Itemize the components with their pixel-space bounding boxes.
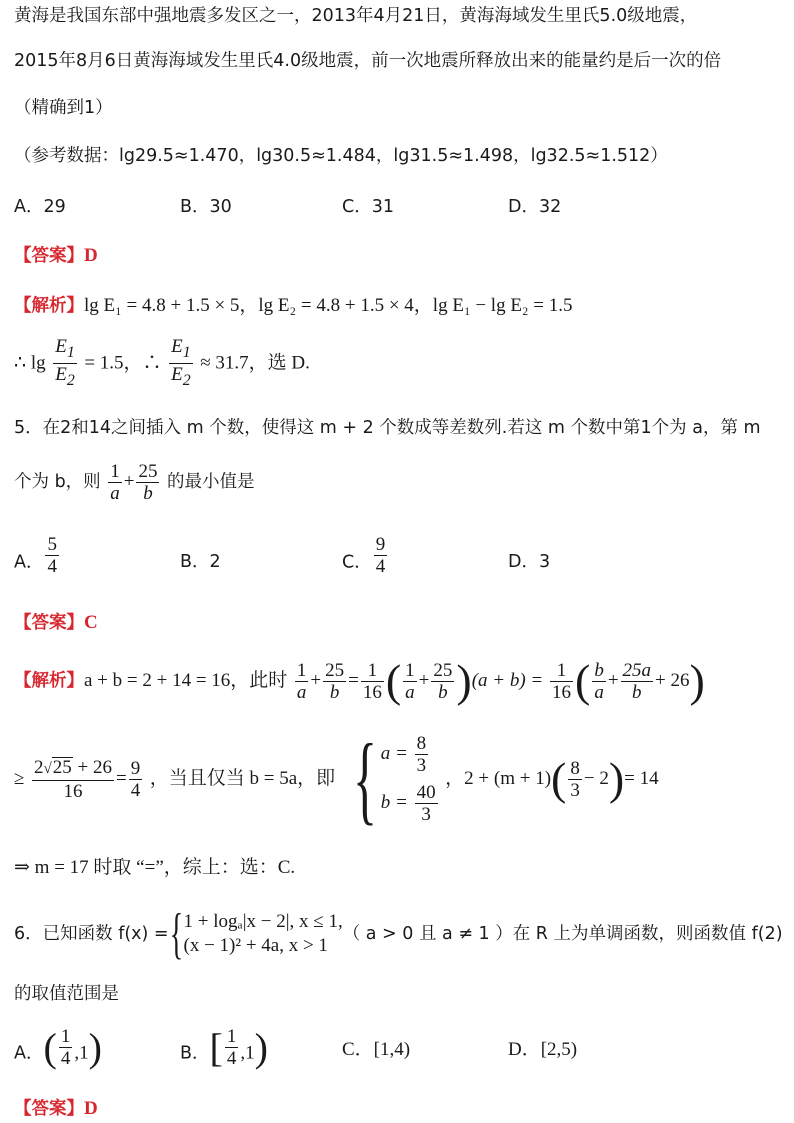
- problem-text-line: 2015年8月6日黄海海域发生里氏4.0级地震，前一次地震所释放出来的能量约是后一次的倍: [14, 51, 722, 71]
- solution-label: 【解析】: [14, 671, 84, 691]
- options-row: [14, 195, 774, 219]
- fraction-5-4: $\frac{5}{4}$: [47, 534, 57, 577]
- option-d: D．3: [508, 552, 551, 572]
- problem-text-line: 的取值范围是: [14, 984, 119, 1004]
- option-a: A． $\frac{5}{4}$: [14, 534, 57, 577]
- answer-line: [14, 611, 98, 635]
- option-b: B．30: [180, 197, 232, 217]
- answer-value: D: [84, 245, 98, 266]
- answer-value: C: [84, 612, 98, 633]
- solution-text: ≥: [14, 768, 25, 789]
- option-b: B．[ $\frac{1}{4}$ ,1): [180, 1024, 268, 1070]
- answer-line: [14, 1097, 98, 1121]
- solution-text: = 1.5，∴: [84, 352, 162, 374]
- fraction-25-b: $\frac{25}{b}$: [138, 460, 158, 504]
- fraction-25a-b: $\frac{25a}{b}$: [622, 659, 652, 703]
- solution-text: ≈ 31.7，选 D.: [200, 352, 310, 374]
- fraction-e1-e2: $\frac{E_1}{E_2}$: [55, 336, 75, 389]
- problem-text: 个为 b，则: [14, 472, 101, 492]
- fraction-1-16: $\frac{1}{16}$: [551, 659, 571, 703]
- solution-line: [14, 336, 310, 391]
- fraction-1-a: $\frac{1}{a}$: [296, 659, 307, 703]
- option-b: B．2: [180, 552, 221, 572]
- solution-line: [14, 294, 573, 318]
- fraction-1-4: $\frac{1}{4}$: [60, 1026, 71, 1069]
- problem-text-line: 6．已知函数 f(x) ={ 1 + logₐ|x − 2|, x ≤ 1, (x − 1)² + 4a, x > 1 （ a > 0 且 a ≠ 1 ）在 R 上为单调函数，则函数值 f(2): [14, 903, 783, 965]
- solution-line: [14, 856, 295, 880]
- solution-text: lg E₁ = 4.8 + 1.5 × 5，lg E₂ = 4.8 + 1.5 × 4，lg E₁ − lg E₂ = 1.5: [84, 295, 573, 316]
- answer-line: [14, 244, 98, 268]
- fraction-9-4: $\frac{9}{4}$: [130, 757, 141, 801]
- problem-text-line: 黄海是我国东部中强地震多发区之一，2013年4月21日，黄海海域发生里氏5.0级地震，: [14, 6, 698, 26]
- problem-text: （ a > 0 且 a ≠ 1 ）在 R 上为单调函数，则函数值 f(2): [342, 924, 783, 944]
- fraction-sqrt-expression: $\frac{2√25 + 26}{16}$: [34, 756, 112, 802]
- reference-data-line: （参考数据：lg29.5≈1.470，lg30.5≈1.484，lg31.5≈1.498，lg32.5≈1.512）: [14, 146, 668, 166]
- equation-system: a = $\frac{8}{3}$ b = $\frac{40}{3}$: [380, 733, 436, 825]
- solution-text: ⇒ m = 17 时取 “=”，综上：选：C.: [14, 857, 296, 878]
- fraction-9-4: $\frac{9}{4}$: [375, 534, 386, 577]
- solution-label: 【解析】: [14, 296, 84, 316]
- problem-text: 6．已知函数 f(x) =: [14, 924, 169, 944]
- answer-label: 【答案】: [14, 246, 84, 266]
- problem-text: 的最小值是: [167, 472, 255, 492]
- fraction-e1-e2: $\frac{E_1}{E_2}$: [171, 336, 191, 389]
- option-a: A．29: [14, 197, 66, 217]
- fraction-b-a: $\frac{b}{a}$: [594, 659, 604, 703]
- answer-value: D: [84, 1098, 98, 1119]
- option-c: C．[1,4): [342, 1039, 411, 1060]
- options-row: [14, 534, 774, 586]
- problem-text-line: （精确到1）: [14, 98, 113, 118]
- solution-text: ，当且仅当 b = 5a，即: [149, 768, 336, 789]
- solution-line: 【解析】a + b = 2 + 14 = 16，此时 $\frac{1}{a}$ + $\frac{25}{b}$ = $\frac{1}{16}$ ( $\frac{1}{a}$ + $\frac{25}{b}$ )(a + b) = $\frac{1}{16}$ ( $\frac{b}{a}$ + $\frac{25a}{b}$ + 26): [14, 655, 705, 706]
- solution-line: ≥ $\frac{2√25 + 26}{16}$ = $\frac{9}{4}$ ，当且仅当 b = 5a，即 { a = $\frac{8}{3}$ b = $\frac{40}{3}$ ，2 + (m + 1)( $\frac{8}{3}$ − 2)= 14: [14, 723, 659, 834]
- options-row: [14, 1026, 774, 1076]
- option-c: C．31: [342, 197, 394, 217]
- fraction-25-b: $\frac{25}{b}$: [433, 659, 453, 703]
- fraction-1-a: $\frac{1}{a}$: [110, 460, 120, 504]
- solution-text: ∴ lg: [14, 352, 46, 374]
- solution-text: a + b = 2 + 14 = 16，此时: [84, 670, 288, 691]
- answer-label: 【答案】: [14, 613, 84, 633]
- option-d: D．32: [508, 197, 562, 217]
- fraction-1-4: $\frac{1}{4}$: [226, 1026, 237, 1069]
- answer-label: 【答案】: [14, 1099, 84, 1119]
- option-d: D．[2,5): [508, 1039, 578, 1060]
- fraction-1-16: $\frac{1}{16}$: [362, 659, 382, 703]
- problem-text-line: 个为 b，则 $\frac{1}{a}$ + $\frac{25}{b}$ 的最小值是: [14, 460, 255, 504]
- fraction-25-b: $\frac{25}{b}$: [325, 659, 345, 703]
- fraction-8-3: $\frac{8}{3}$: [570, 757, 580, 801]
- solution-text: ，2 + (m + 1): [445, 768, 552, 789]
- option-c: C． $\frac{9}{4}$: [342, 534, 386, 577]
- piecewise-function: 1 + logₐ|x − 2|, x ≤ 1, (x − 1)² + 4a, x > 1: [183, 911, 343, 956]
- option-a: A．( $\frac{1}{4}$ ,1): [14, 1024, 102, 1070]
- problem-text-line: 5．在2和14之间插入 m 个数，使得这 m + 2 个数成等差数列.若这 m 个数中第1个为 a，第 m: [14, 418, 761, 438]
- fraction-1-a: $\frac{1}{a}$: [405, 659, 415, 703]
